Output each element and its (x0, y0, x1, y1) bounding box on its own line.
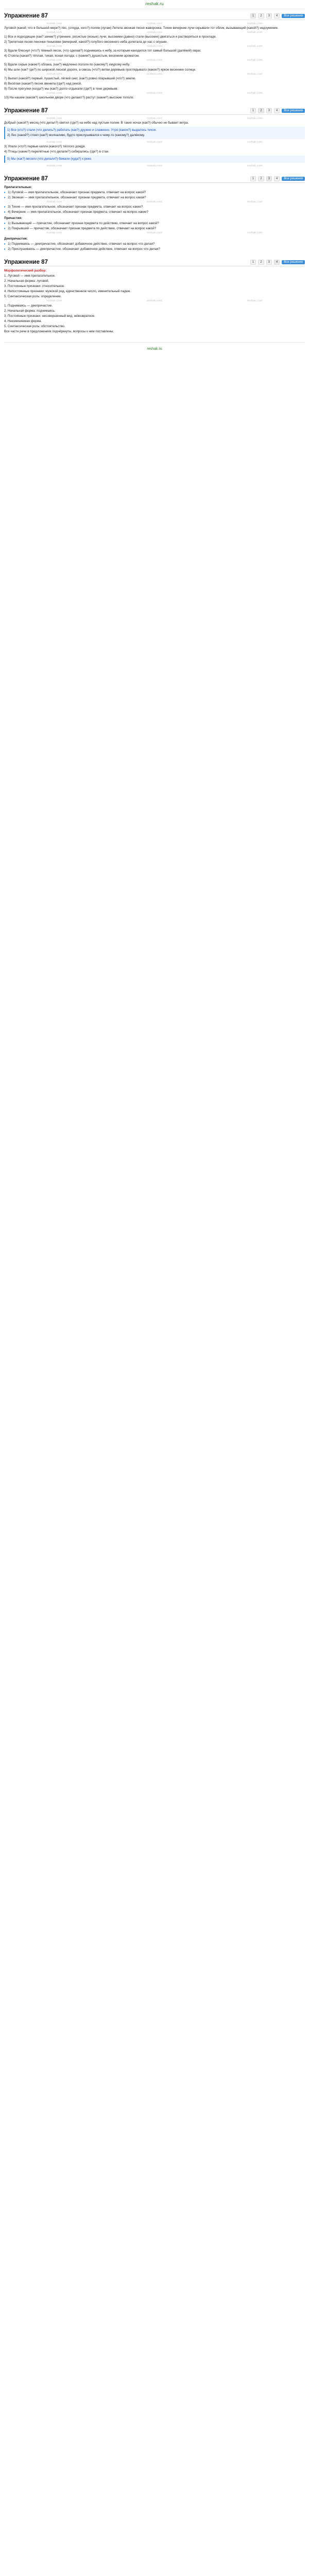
tab-4[interactable]: 4 (274, 108, 280, 113)
watermark-row: reshak.com reshak.com reshak.com (46, 22, 263, 25)
list-item: 4. Непостоянные признаки: мужской род, единственное число, именительный падеж. (4, 290, 131, 293)
paragraph: 4) Стояла (какая?) тёплая, тихая, ясная погода; с (каким?) душистым, весенним ароматом. (4, 54, 140, 58)
paragraph: 10) На нашем (каком?) школьном дворе (что делают?) растут (какие?) высокие тополя. (4, 96, 134, 99)
paragraph: 5) Вдали серые (какие?) облака, (как?) медленно ползли по (какому?) хмурому небу. (4, 63, 130, 66)
arrow-icon: ▸ (4, 205, 6, 209)
arrow-icon: ▸ (4, 242, 6, 246)
exercise-title: Упражнение 87 (4, 107, 48, 114)
arrow-icon: ▸ (4, 191, 6, 194)
tab-1[interactable]: 1 (250, 176, 256, 181)
paragraph: Луговой (какой; что в большой мере?) пёс, (откуда, кого?) полям (лугам) Летела звонкая песня жаворонка. Тихие вечерние лучи скрывали тот облик, вызывающий (какой?) недоумение. (4, 26, 279, 30)
watermark-row: reshak.com reshak.com reshak.com (46, 117, 263, 120)
tabs (250, 260, 305, 265)
tab-3[interactable]: 3 (266, 260, 272, 265)
paragraph: Добрый (какой?) месяц (что делал?) светил (где?) на небе над пустым полем. В таких ночах (как?) обычно не бывает ветра. (4, 121, 189, 125)
watermark-row: reshak.com reshak.com reshak.com (46, 200, 263, 204)
site-title[interactable]: reshak.ru (4, 0, 305, 9)
list-item: 3. Постоянные признаки: несовершенный вид, невозвратное. (4, 314, 95, 318)
list-item: 1. Луговой — имя прилагательное. (4, 274, 56, 278)
paragraph: 2) Лес (какой?) стоял (как?) молчаливо, будто прислушивался к чему-то (какому?) далёкому. (7, 133, 145, 137)
tab-2[interactable]: 2 (258, 176, 264, 181)
paragraph: 3) Вдали блеснул (что?) тёмный лесок, (что сделав?) поднимаясь к небу, за которым находился тот самый большой (далёкий) овраг. (4, 49, 201, 53)
all-solutions-button[interactable]: Все решения (282, 14, 305, 18)
list-item: 3. Постоянные признаки: относительное. (4, 284, 65, 288)
list-item: 2. Начальная форма: поднимаясь. (4, 309, 56, 313)
list-item: ▸ 3) Тихие — имя прилагательное, обозначает признак предмета, отвечает на вопрос какие? (4, 205, 143, 209)
list-item: ▸ 1) Луговой — имя прилагательное, обозначает признак предмета, отвечает на вопрос какой? (4, 191, 146, 194)
paragraph: 1) Все (кто?) стали (что делать?) работать (как?) дружно и слаженно. Утро (какое?) выдалось тихое. (7, 128, 157, 132)
list-item: 5. Синтаксическая роль: обстоятельство. (4, 325, 65, 328)
list-item: ▸ 1) Вызывающий — причастие, обозначает признак предмета по действию, отвечает на вопрос какой? (4, 222, 159, 225)
tab-3[interactable]: 3 (266, 13, 272, 19)
list-item: ▸ 2) Покрывший — причастие, обозначает признак предмета по действию, отвечает на вопрос какой? (4, 227, 157, 230)
grammar-heading: Деепричастия: (4, 237, 28, 241)
paragraph: 1) Все и подходящие (как? зачем?) утренние, росистые (ясные) лучи, высокими (давно) стали (высокие) двигаться и растворяться в прохладе. (4, 35, 217, 39)
list-item: 4. Неизменяемая форма. (4, 319, 42, 323)
list-item: 2. Начальная форма: луговой. (4, 279, 49, 283)
exercise-section-2 (4, 108, 305, 168)
tab-1[interactable]: 1 (250, 108, 256, 113)
list-item: ▸ 1) Поднимаясь — деепричастие, обозначает добавочное действие, отвечает на вопрос что делая? (4, 242, 155, 246)
list-item: 5. Синтаксическая роль: определение. (4, 295, 62, 298)
exercise-title: Упражнение 87 (4, 12, 48, 19)
arrow-icon: ▸ (4, 247, 6, 251)
bottom-link[interactable]: reshak.ru (4, 342, 305, 351)
all-solutions-button[interactable]: Все решения (282, 109, 305, 113)
exercise-section-4 (4, 260, 305, 334)
list-item: ▸ 2) Звонкая — имя прилагательное, обозначает признак предмета, отвечает на вопрос какая? (4, 196, 146, 199)
watermark-row: reshak.com reshak.com reshak.com (46, 73, 263, 76)
tab-4[interactable]: 4 (274, 176, 280, 181)
watermark-row: reshak.com reshak.com reshak.com (46, 141, 263, 144)
tab-4[interactable]: 4 (274, 260, 280, 265)
tab-1[interactable]: 1 (250, 260, 256, 265)
grammar-heading: Причастия: (4, 216, 23, 220)
watermark-row: reshak.com reshak.com reshak.com (46, 299, 263, 302)
highlight-box (4, 127, 305, 139)
arrow-icon: ▸ (4, 222, 6, 225)
grammar-heading: Прилагательные: (4, 185, 32, 189)
parse-heading: Морфологический разбор: (4, 269, 47, 273)
tabs (250, 108, 305, 113)
list-item: 1. Поднимаясь — деепричастие. (4, 304, 53, 308)
watermark-row: reshak.com reshak.com reshak.com (46, 92, 263, 95)
exercise-section-3 (4, 176, 305, 251)
watermark-row: reshak.com reshak.com reshak.com (46, 59, 263, 62)
tab-4[interactable]: 4 (274, 13, 280, 19)
tab-2[interactable]: 2 (258, 260, 264, 265)
section-header (4, 13, 305, 20)
arrow-icon: ▸ (4, 210, 6, 214)
page (0, 0, 309, 362)
final-note: Все части речи в предложениях подчёркнуты, вопросы к ним поставлены. (4, 330, 114, 333)
tabs (250, 176, 305, 181)
section-header (4, 260, 305, 266)
paragraph: 3) Упали (что?) первые капли (какого?) тёплого дождя. (4, 145, 85, 148)
section-header (4, 108, 305, 115)
arrow-icon: ▸ (4, 196, 6, 199)
paragraph: 9) После прогулки (когда?) мы (как?) долго отдыхали (где?) в тени деревьев. (4, 87, 118, 91)
watermark-row: reshak.com reshak.com reshak.com (46, 231, 263, 234)
paragraph: 4) Птицы (какие?) перелётные (что делали?) собирались (где?) в стаи. (4, 150, 109, 154)
tab-1[interactable]: 1 (250, 13, 256, 19)
all-solutions-button[interactable]: Все решения (282, 260, 305, 264)
exercise-title: Упражнение 87 (4, 259, 48, 265)
watermark-row: reshak.com reshak.com reshak.com (46, 31, 263, 34)
paragraph: 6) Мы шли (как? где?) по широкой лесной дороге, а сквозь (что?) ветви деревьев проглядывало (какое?) яркое весеннее солнце. (4, 68, 196, 72)
tab-2[interactable]: 2 (258, 108, 264, 113)
tabs (250, 13, 305, 19)
tab-3[interactable]: 3 (266, 176, 272, 181)
exercise-title: Упражнение 87 (4, 175, 48, 182)
exercise-section-1 (4, 13, 305, 100)
tab-2[interactable]: 2 (258, 13, 264, 19)
list-item: ▸ 4) Вечерние — имя прилагательное, обозначает признак предмета, отвечает на вопрос какие? (4, 210, 149, 214)
tab-3[interactable]: 3 (266, 108, 272, 113)
highlight-box (4, 156, 305, 163)
watermark-row: reshak.com reshak.com reshak.com (46, 164, 263, 167)
paragraph: 5) Мы (как?) весело (что делали?) бежали (куда?) к реке. (7, 157, 92, 161)
paragraph: 8) Весёлая (какая?) песня звенела (где?) над рекой. (4, 82, 82, 86)
paragraph: 7) Выпал (какой?) первый, пушистый, лёгкий снег, (как?) ровно покрывший (что?) землю. (4, 77, 136, 80)
all-solutions-button[interactable]: Все решения (282, 177, 305, 181)
section-header (4, 176, 305, 183)
list-item: ▸ 2) Прислушиваясь — деепричастие, обозначает добавочное действие, отвечает на вопрос что делая? (4, 247, 160, 251)
watermark-row: reshak.com reshak.com reshak.com (46, 45, 263, 48)
arrow-icon: ▸ (4, 227, 6, 230)
paragraph: 2) Трепетная песня пеночки-теньковки (вечерний, какой?) голубого весеннего неба долетала до нас с опушки. (4, 40, 168, 44)
